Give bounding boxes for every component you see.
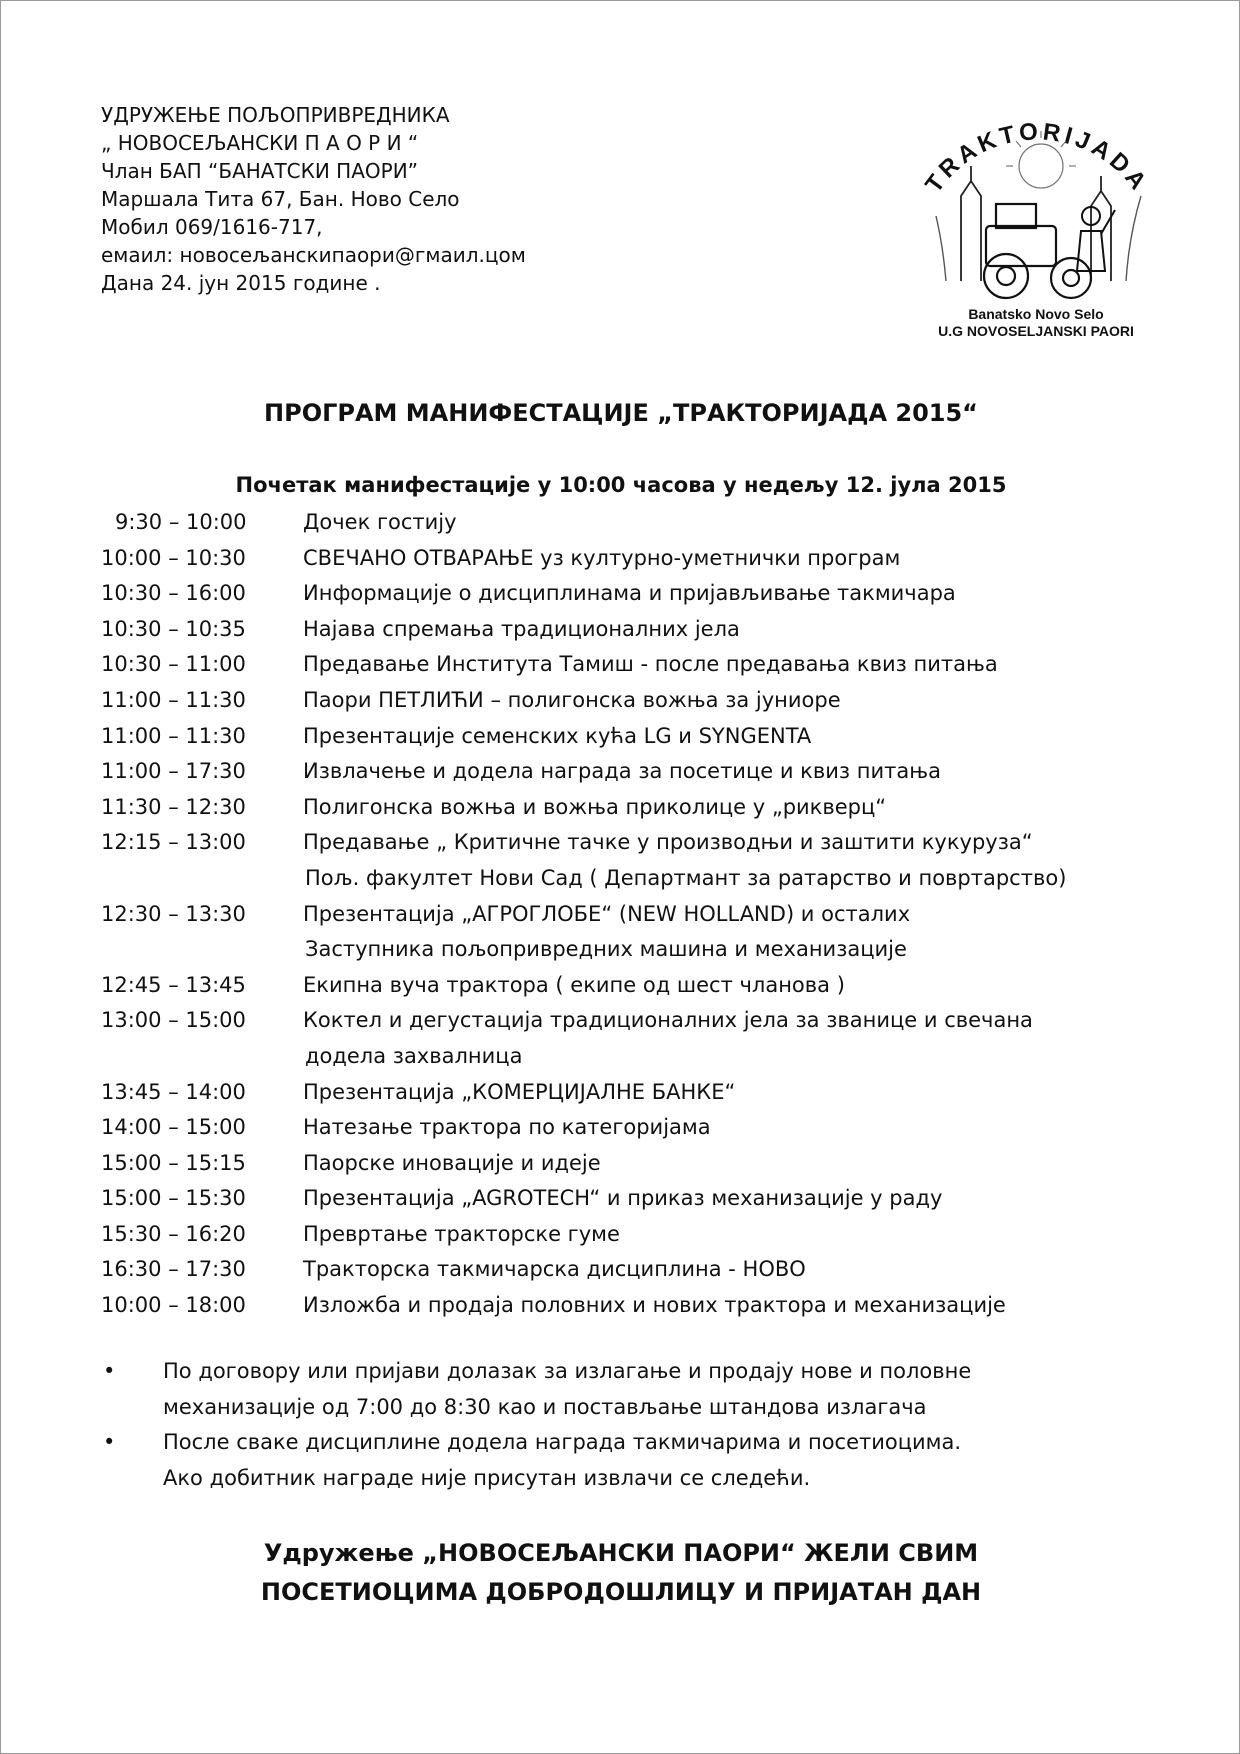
program-subtitle: Почетак манифестације у 10:00 часова у недељу 12. јула 2015 (235, 473, 1007, 497)
schedule-activity: Екипна вуча трактора ( екипе од шест чланова ) (303, 972, 845, 997)
schedule-activity: СВЕЧАНО ОТВАРАЊЕ уз културно-уметнички програм (303, 545, 901, 570)
schedule-activity: Заступника пољопривредних машина и механизације (305, 937, 907, 962)
schedule-activity: Информације о дисциплинама и пријављивање такмичара (303, 581, 956, 606)
schedule-row (101, 719, 1066, 755)
schedule-time: 11:30 – 12:30 (101, 794, 246, 819)
schedule-activity: Превртање тракторске гуме (303, 1221, 620, 1246)
header-line: Маршала Тита 67, Бан. Ново Село (101, 187, 460, 211)
schedule-time: 14:00 – 15:00 (101, 1115, 246, 1140)
schedule-activity: Пољ. факултет Нови Сад ( Департмант за ратарство и повртарство) (305, 865, 1067, 890)
schedule-row (101, 1110, 1066, 1146)
schedule-activity: Извлачење и додела награда за посетице и квиз питања (303, 759, 941, 784)
schedule-activity: Полигонска вожња и вожња приколице у „рикверц“ (303, 794, 887, 819)
schedule-time: 13:45 – 14:00 (101, 1079, 246, 1104)
schedule-activity: Натезање трактора по категоријама (303, 1115, 711, 1140)
header-line: УДРУЖЕЊЕ ПОЉОПРИВРЕДНИКА (101, 103, 450, 127)
schedule-row (101, 1146, 1066, 1182)
note-item (101, 1354, 971, 1425)
schedule-activity: Изложба и продаја половних и нових трактора и механизације (303, 1293, 1006, 1318)
schedule-row (101, 825, 1066, 861)
schedule-activity: Презентација „КОМЕРЦИЈАЛНЕ БАНКЕ“ (303, 1079, 736, 1104)
schedule-time: 12:15 – 13:00 (101, 830, 246, 855)
schedule-activity: Паорске иновације и идеје (303, 1150, 601, 1175)
logo-arc-text: TRAKTORIJADA (920, 118, 1154, 198)
schedule-activity: Презентација „АГРОГЛОБЕ“ (NEW HOLLAND) и осталих (303, 901, 911, 926)
schedule-row (101, 576, 1066, 612)
note-line: После сваке дисциплине додела награда такмичарима и посетиоцима. (163, 1430, 962, 1455)
schedule-time: 15:00 – 15:30 (101, 1186, 246, 1211)
schedule-row (101, 541, 1066, 577)
schedule-activity: Предавање Института Тамиш - после предавања квиз питања (303, 652, 998, 677)
schedule-row (101, 754, 1066, 790)
header-line: Мобил 069/1616-717, (101, 215, 323, 239)
schedule-time: 11:00 – 11:30 (101, 687, 246, 712)
logo-caption-org: U.G NOVOSELJANSKI PAORI (938, 323, 1134, 339)
schedule-row (101, 683, 1066, 719)
schedule-time: 10:00 – 18:00 (101, 1293, 246, 1318)
schedule-row-continuation (101, 861, 1066, 897)
note-line: По договору или пријави долазак за излагање и продају нове и половне (163, 1359, 972, 1383)
schedule-time: 12:45 – 13:45 (101, 972, 246, 997)
schedule-time: 15:00 – 15:15 (101, 1150, 246, 1175)
schedule-row (101, 1252, 1066, 1288)
schedule-row (101, 968, 1066, 1004)
notes-list (101, 1354, 971, 1496)
header-line: Члан БАП “БАНАТСКИ ПАОРИ” (101, 159, 419, 183)
schedule-activity: Најава спремања традиционалних јела (303, 616, 740, 641)
note-item (101, 1425, 971, 1496)
header-line: Дана 24. јун 2015 године . (101, 271, 381, 295)
schedule-row (101, 647, 1066, 683)
schedule-row (101, 790, 1066, 826)
schedule-row (101, 897, 1066, 933)
schedule-row (101, 1003, 1066, 1039)
association-header (101, 101, 526, 297)
note-line: Ако добитник награде није присутан извлачи се следећи. (163, 1465, 811, 1490)
schedule-time: 10:30 – 16:00 (101, 581, 246, 606)
schedule-time: 11:00 – 17:30 (101, 759, 246, 784)
schedule-activity: Презентације семенских кућа LG и SYNGENTA (303, 723, 812, 748)
closing-line: ПОСЕТИОЦИМА ДОБРОДОШЛИЦУ И ПРИЈАТАН ДАН (260, 1578, 982, 1606)
program-title: ПРОГРАМ МАНИФЕСТАЦИЈЕ „ТРАКТОРИЈАДА 2015“ (264, 399, 978, 427)
tractor-icon (984, 204, 1091, 298)
header-line: „ НОВОСЕЉАНСКИ П А О Р И “ (101, 131, 419, 155)
closing-line: Удружење „НОВОСЕЉАНСКИ ПАОРИ“ ЖЕЛИ СВИМ (263, 1539, 979, 1567)
schedule-row-continuation (101, 932, 1066, 968)
schedule-time: 13:00 – 15:00 (101, 1008, 246, 1033)
schedule-time: 10:30 – 11:00 (101, 652, 246, 677)
schedule-time: 10:30 – 10:35 (101, 616, 246, 641)
note-line: механизације од 7:00 до 8:30 као и постављање штандова излагача (163, 1394, 927, 1419)
schedule-time: 12:30 – 13:30 (101, 901, 246, 926)
schedule-activity: Тракторска такмичарска дисциплина - НОВО (303, 1257, 806, 1282)
schedule-row (101, 1075, 1066, 1111)
bullet-icon: • (103, 1430, 116, 1455)
schedule-time: 9:30 – 10:00 (115, 510, 247, 534)
schedule-activity: Презентација „AGROTECH“ и приказ механизације у раду (303, 1186, 943, 1211)
schedule-activity: Коктел и дегустација традиционалних јела за званице и свечана (303, 1008, 1033, 1033)
schedule-row (101, 612, 1066, 648)
schedule-activity: Дочек гостију (303, 510, 457, 534)
schedule-row (101, 1288, 1066, 1324)
bullet-icon: • (103, 1359, 116, 1383)
logo-caption-place: Banatsko Novo Selo (968, 306, 1104, 322)
schedule-row (101, 505, 1066, 541)
schedule-row-continuation (101, 1039, 1066, 1075)
logo-caption (901, 306, 1171, 340)
svg-text:TRAKTORIJADA (920, 118, 1153, 198)
schedule-time: 16:30 – 17:30 (101, 1257, 246, 1282)
schedule-list (101, 505, 1066, 1324)
schedule-time: 11:00 – 11:30 (101, 723, 246, 748)
schedule-activity: Предавање „ Критичне тачке у производњи и заштити кукуруза“ (303, 830, 1033, 855)
schedule-time: 10:00 – 10:30 (101, 545, 246, 570)
header-line: емаил: новосељанскипаори@гмаил.цом (101, 243, 526, 267)
schedule-row (101, 1217, 1066, 1253)
closing-message (1, 1534, 1240, 1612)
schedule-row (101, 1181, 1066, 1217)
schedule-time: 15:30 – 16:20 (101, 1221, 246, 1246)
schedule-activity: Паори ПЕТЛИЋИ – полигонска вожња за јуниоре (303, 687, 841, 712)
schedule-activity: додела захвалница (305, 1043, 523, 1068)
